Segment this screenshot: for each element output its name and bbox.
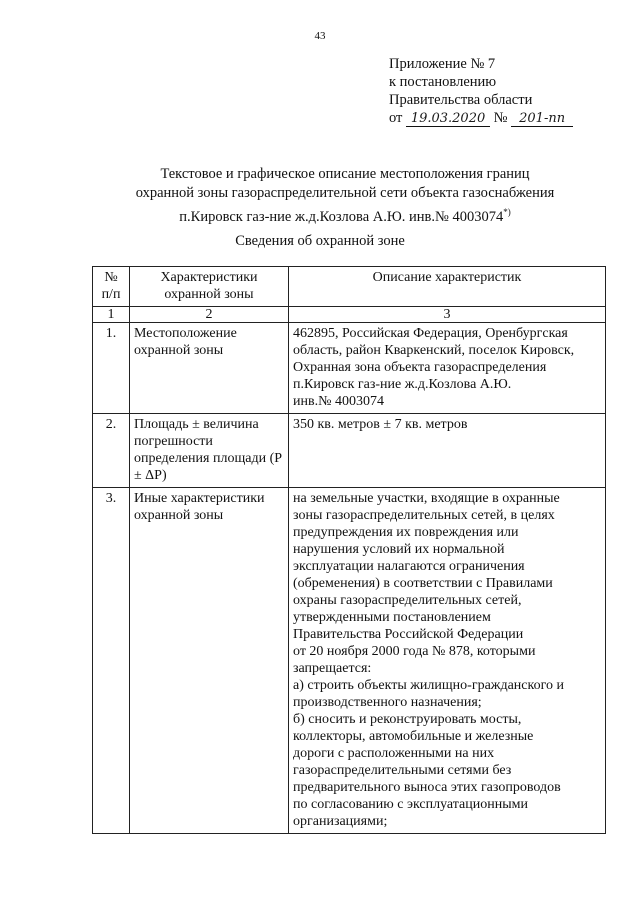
index-cell: 1 bbox=[93, 307, 130, 323]
description-line: Охранная зона объекта газораспределения bbox=[293, 360, 547, 375]
number-sign: № bbox=[493, 110, 508, 126]
description-line: охраны газораспределительных сетей, bbox=[293, 593, 522, 608]
header-characteristic: Характеристики охранной зоны bbox=[130, 267, 289, 307]
row-number: 3. bbox=[93, 488, 130, 834]
description-line: зоны газораспределительных сетей, в целях bbox=[293, 508, 555, 523]
row-description bbox=[289, 323, 606, 414]
table-row bbox=[93, 414, 606, 488]
description-line: предупреждения их повреждения или bbox=[293, 525, 519, 540]
appendix-line-2: к постановлению bbox=[389, 74, 497, 90]
description-line: от 20 ноября 2000 года № 878, которыми bbox=[293, 644, 536, 659]
row-characteristic: Площадь ± величина погрешности определения площади (Р ± ΔР) bbox=[130, 414, 289, 488]
protection-zone-table bbox=[92, 266, 606, 834]
handwritten-date: 19.03.2020 bbox=[406, 112, 490, 127]
description-line: коллекторы, автомобильные и железные bbox=[293, 729, 534, 744]
description-line: утвержденными постановлением bbox=[293, 610, 491, 625]
row-characteristic: Иные характеристики охранной зоны bbox=[130, 488, 289, 834]
title-line-3-text: п.Кировск газ-ние ж.д.Козлова А.Ю. инв.№ 4003074 bbox=[179, 208, 504, 225]
footnote-mark: *) bbox=[503, 207, 511, 217]
description-line: б) сносить и реконструировать мосты, bbox=[293, 712, 522, 727]
table-row bbox=[93, 323, 606, 414]
description-line: а) строить объекты жилищно-гражданского и bbox=[293, 678, 564, 693]
description-line: (обременения) в соответствии с Правилами bbox=[293, 576, 553, 591]
index-cell: 2 bbox=[130, 307, 289, 323]
appendix-date-line bbox=[389, 109, 573, 127]
description-line: по согласованию с эксплуатационными bbox=[293, 797, 528, 812]
section-heading: Сведения об охранной зоне bbox=[235, 233, 405, 249]
description-line: эксплуатации налагаются ограничения bbox=[293, 559, 525, 574]
description-line: инв.№ 4003074 bbox=[293, 394, 384, 409]
row-description bbox=[289, 488, 606, 834]
description-line: 462895, Российская Федерация, Оренбургская bbox=[293, 326, 568, 341]
description-line: нарушения условий их нормальной bbox=[293, 542, 505, 557]
description-line: дороги с расположенными на них bbox=[293, 746, 495, 761]
header-number: № п/п bbox=[93, 267, 130, 307]
description-line: п.Кировск газ-ние ж.д.Козлова А.Ю. bbox=[293, 377, 512, 392]
description-line: Правительства Российской Федерации bbox=[293, 627, 524, 642]
description-line: газораспределительными сетями без bbox=[293, 763, 512, 778]
appendix-line-3: Правительства области bbox=[389, 92, 533, 108]
description-line: запрещается: bbox=[293, 661, 372, 676]
document-title bbox=[90, 165, 600, 227]
title-line-2: охранной зоны газораспределительной сети объекта газоснабжения bbox=[135, 185, 555, 201]
from-label: от bbox=[389, 110, 403, 126]
row-description bbox=[289, 414, 606, 488]
header-description: Описание характеристик bbox=[289, 267, 606, 307]
title-line-1: Текстовое и графическое описание местоположения границ bbox=[160, 166, 530, 182]
handwritten-number: 201-пп bbox=[511, 112, 573, 127]
row-number: 1. bbox=[93, 323, 130, 414]
appendix-block bbox=[389, 55, 573, 127]
row-characteristic: Местоположение охранной зоны bbox=[130, 323, 289, 414]
description-line: 350 кв. метров ± 7 кв. метров bbox=[293, 417, 468, 432]
appendix-line-1: Приложение № 7 bbox=[389, 56, 496, 72]
description-line: область, район Кваркенский, поселок Кировск, bbox=[293, 343, 575, 358]
table-header-row bbox=[93, 267, 606, 307]
index-cell: 3 bbox=[289, 307, 606, 323]
page-number: 43 bbox=[314, 30, 326, 42]
table-index-row bbox=[93, 307, 606, 323]
table-row bbox=[93, 488, 606, 834]
description-line: производственного назначения; bbox=[293, 695, 482, 710]
row-number: 2. bbox=[93, 414, 130, 488]
description-line: организациями; bbox=[293, 814, 388, 829]
title-line-3 bbox=[90, 203, 600, 227]
description-line: предварительного выноса этих газопроводов bbox=[293, 780, 561, 795]
description-line: на земельные участки, входящие в охранные bbox=[293, 491, 560, 506]
